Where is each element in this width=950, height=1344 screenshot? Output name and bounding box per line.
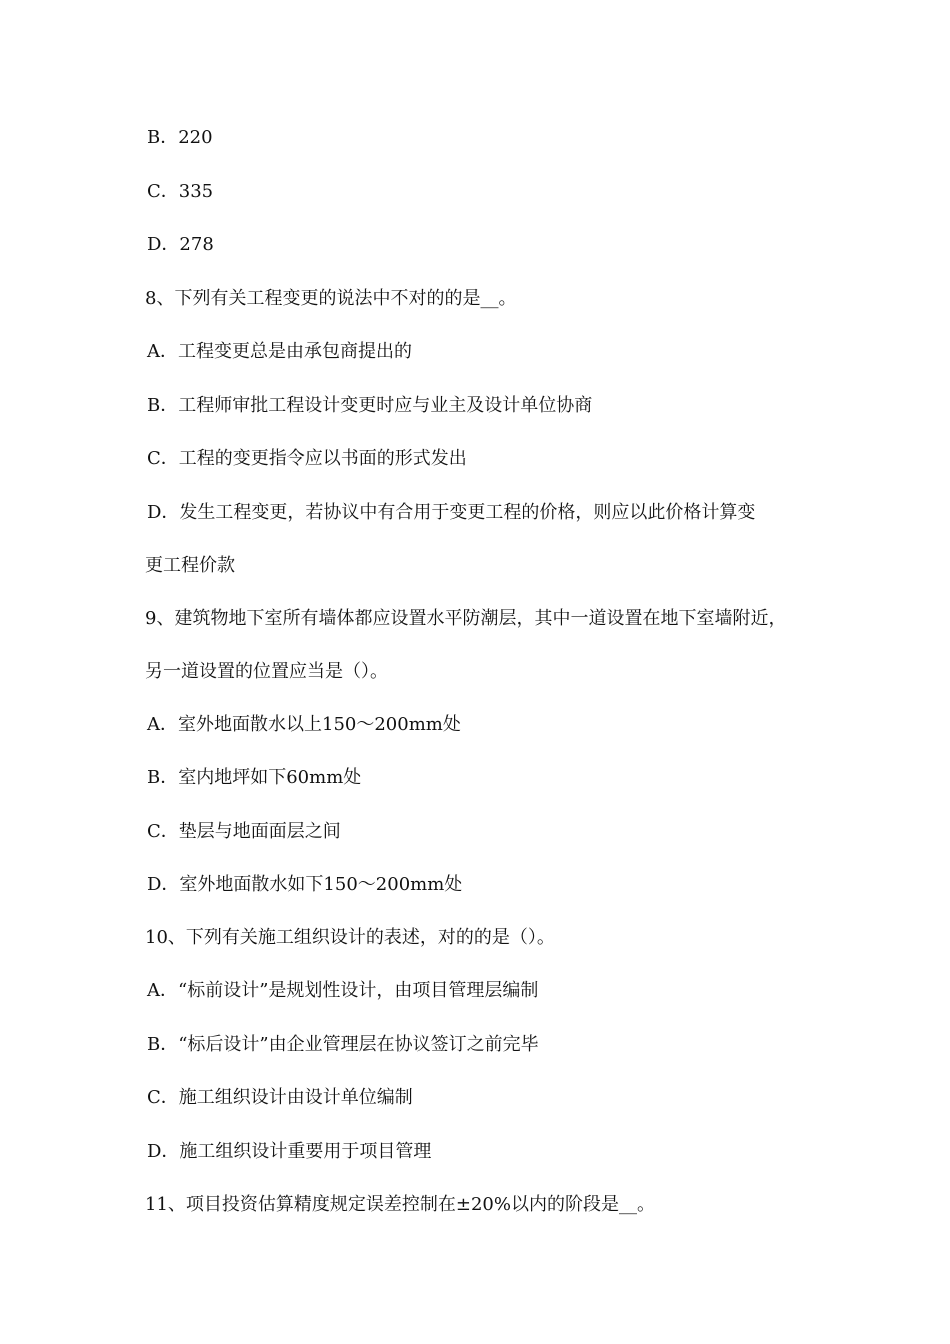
option-d-q10: D．施工组织设计重要用于项目管理 (147, 1141, 432, 1162)
option-c-q9: C．垫层与地面面层之间 (147, 821, 341, 842)
option-d-q8: D．发生工程变更，若协议中有合用于变更工程的价格，则应以此价格计算变 (147, 502, 756, 523)
question-11: 11、项目投资估算精度规定误差控制在±20%以内的阶段是__。 (145, 1194, 655, 1215)
option-d-q8-continuation: 更工程价款 (145, 555, 235, 576)
question-9: 9、建筑物地下室所有墙体都应设置水平防潮层，其中一道设置在地下室墙附近， (145, 608, 787, 629)
question-9-continuation: 另一道设置的位置应当是（）。 (145, 661, 388, 682)
option-c-q8: C．工程的变更指令应以书面的形式发出 (147, 448, 467, 469)
option-b-q8: B．工程师审批工程设计变更时应与业主及设计单位协商 (147, 395, 593, 416)
option-d-q9: D．室外地面散水如下150～200mm处 (147, 874, 463, 895)
option-b-q9: B．室内地坪如下60mm处 (147, 767, 362, 788)
question-10: 10、下列有关施工组织设计的表述，对的的是（）。 (145, 927, 555, 948)
option-c-q10: C．施工组织设计由设计单位编制 (147, 1087, 413, 1108)
option-b-q7: B．220 (147, 127, 213, 148)
option-d-q7: D．278 (147, 234, 214, 255)
option-a-q8: A．工程变更总是由承包商提出的 (147, 341, 412, 362)
question-8: 8、下列有关工程变更的说法中不对的的是__。 (145, 288, 517, 309)
option-c-q7: C．335 (147, 181, 214, 202)
option-b-q10: B．“标后设计”由企业管理层在协议签订之前完毕 (147, 1034, 539, 1055)
option-a-q10: A．“标前设计”是规划性设计，由项目管理层编制 (147, 980, 539, 1001)
option-a-q9: A．室外地面散水以上150～200mm处 (147, 714, 461, 735)
